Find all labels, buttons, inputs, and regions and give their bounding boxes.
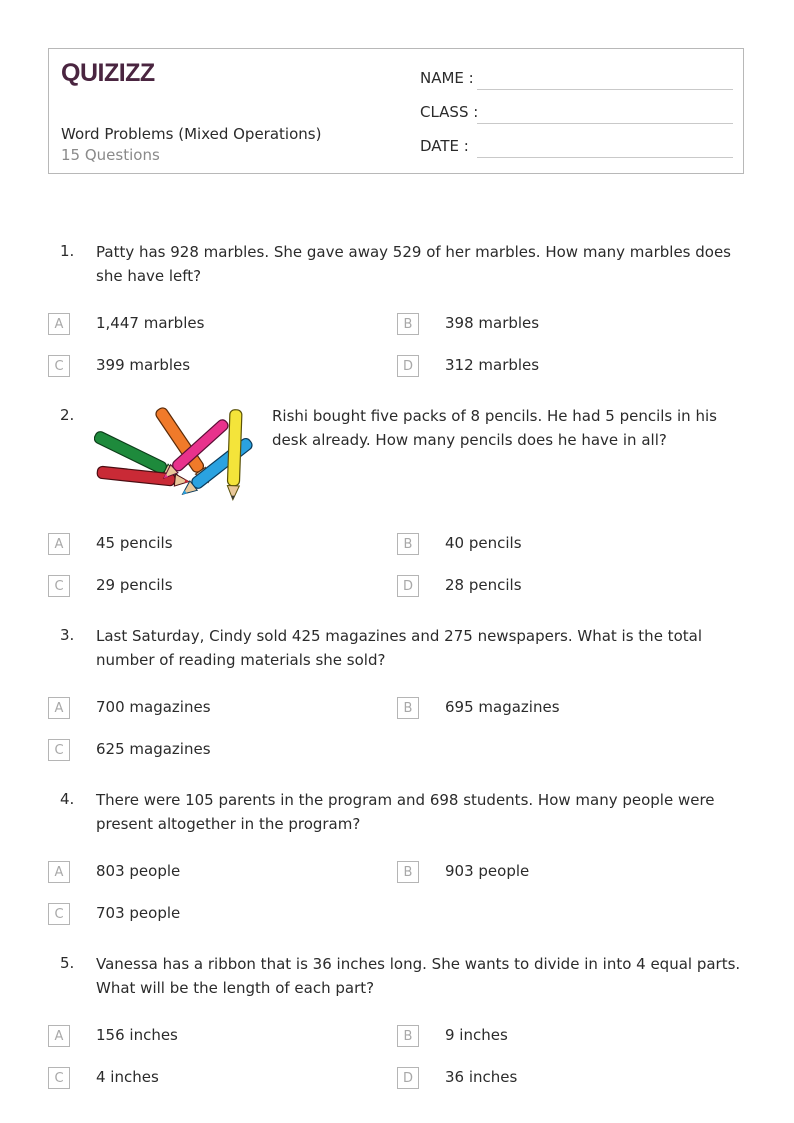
option-letter: C (48, 903, 70, 925)
question-text: There were 105 parents in the program and 698 students. How many people were present altogether in the program? (96, 791, 715, 833)
name-label: NAME : (420, 69, 474, 87)
question-number: 3. (60, 626, 75, 644)
option-letter: A (48, 697, 70, 719)
option-letter: D (397, 1067, 419, 1089)
question-text: Vanessa has a ribbon that is 36 inches long. She wants to divide in into 4 equal parts. What will be the length of each part? (96, 955, 741, 997)
option-text: 4 inches (96, 1068, 159, 1086)
option-text: 312 marbles (445, 356, 540, 374)
option-text: 695 magazines (445, 698, 560, 716)
option-letter: B (397, 697, 419, 719)
worksheet-title: Word Problems (Mixed Operations) (61, 125, 322, 143)
class-label: CLASS : (420, 103, 479, 121)
question-count: 15 Questions (61, 146, 160, 164)
option-text: 29 pencils (96, 576, 173, 594)
option-text: 703 people (96, 904, 181, 922)
option-letter: B (397, 533, 419, 555)
option-text: 625 magazines (96, 740, 211, 758)
option-letter: C (48, 739, 70, 761)
question-text: Rishi bought five packs of 8 pencils. He had 5 pencils in his desk already. How many pencils does he have in all? (272, 407, 717, 449)
option-text: 700 magazines (96, 698, 211, 716)
date-line (477, 157, 733, 158)
pencils-image (94, 400, 260, 510)
date-label: DATE : (420, 137, 469, 155)
option-text: 803 people (96, 862, 181, 880)
option-letter: B (397, 861, 419, 883)
option-letter: A (48, 313, 70, 335)
option-letter: A (48, 1025, 70, 1047)
worksheet-header (48, 48, 744, 174)
question-number: 4. (60, 790, 75, 808)
question-number: 2. (60, 406, 75, 424)
option-letter: C (48, 575, 70, 597)
option-letter: D (397, 575, 419, 597)
option-text: 1,447 marbles (96, 314, 205, 332)
option-text: 903 people (445, 862, 530, 880)
option-letter: D (397, 355, 419, 377)
quizizz-logo: QUIZIZZ (61, 59, 155, 87)
option-letter: B (397, 1025, 419, 1047)
option-letter: B (397, 313, 419, 335)
question-text: Last Saturday, Cindy sold 425 magazines and 275 newspapers. What is the total number of reading materials she sold? (96, 627, 702, 669)
option-text: 36 inches (445, 1068, 518, 1086)
option-letter: C (48, 1067, 70, 1089)
question-text: Patty has 928 marbles. She gave away 529 of her marbles. How many marbles does she have left? (96, 243, 731, 285)
question-number: 1. (60, 242, 75, 260)
option-text: 9 inches (445, 1026, 508, 1044)
name-line (477, 89, 733, 90)
question-number: 5. (60, 954, 75, 972)
option-text: 398 marbles (445, 314, 540, 332)
option-text: 399 marbles (96, 356, 191, 374)
option-text: 45 pencils (96, 534, 173, 552)
option-letter: A (48, 533, 70, 555)
class-line (477, 123, 733, 124)
option-letter: C (48, 355, 70, 377)
option-text: 156 inches (96, 1026, 178, 1044)
option-text: 40 pencils (445, 534, 522, 552)
option-letter: A (48, 861, 70, 883)
option-text: 28 pencils (445, 576, 522, 594)
